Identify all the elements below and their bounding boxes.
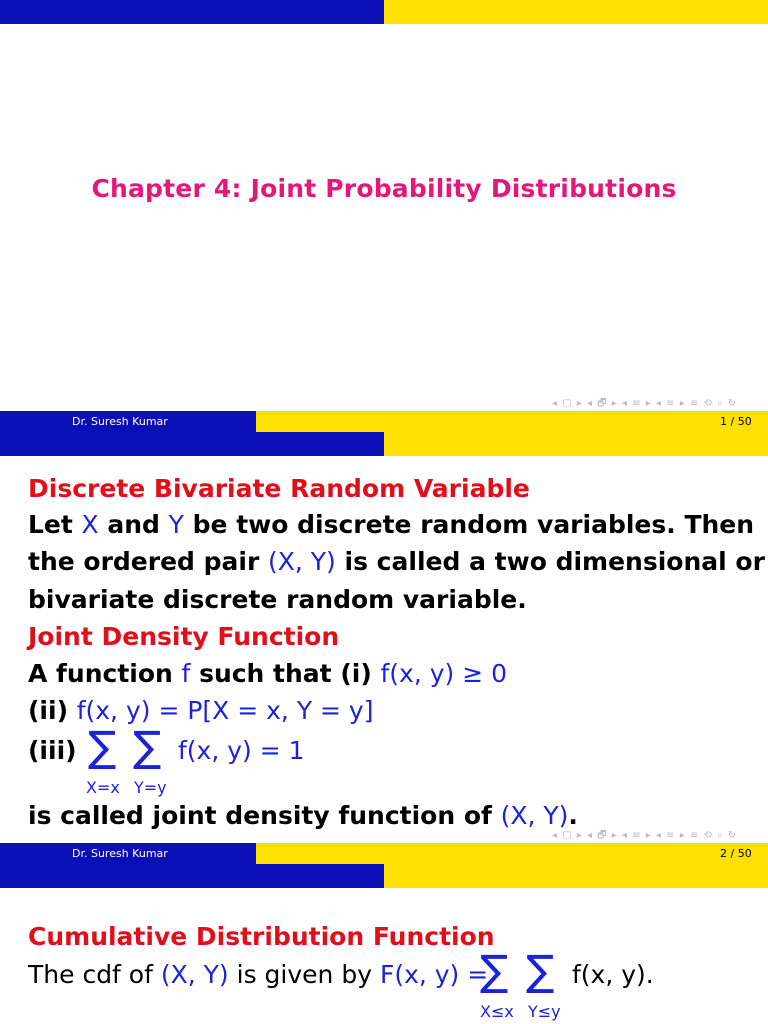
- sigma-sum-x: ∑: [88, 722, 117, 771]
- math-sum-equals-one: f(x, y) = 1: [178, 736, 305, 765]
- paragraph-line-2: [28, 547, 765, 576]
- math-probability: f(x, y) = P[X = x, Y = y]: [76, 696, 374, 725]
- footer-bar-right: [256, 411, 768, 432]
- math-pair-XY-3: (X, Y): [160, 960, 229, 989]
- top-bar-yellow-2: [384, 432, 768, 456]
- subscript-x: X=x: [86, 778, 120, 797]
- condition-2: [28, 696, 373, 725]
- math-F: F(x, y) =: [379, 960, 489, 989]
- text-period: .: [568, 801, 578, 830]
- top-bar-yellow-3: [384, 864, 768, 888]
- text-line1-end: be two discrete random variables. Then: [183, 510, 755, 539]
- math-pair-XY-2: (X, Y): [500, 801, 569, 830]
- conclusion-line: [28, 801, 578, 830]
- text-let: Let: [28, 510, 82, 539]
- sigma-sum-y: ∑: [133, 722, 162, 771]
- condition-3-label: (iii): [28, 736, 77, 765]
- text-ordered-pair: the ordered pair: [28, 547, 269, 576]
- condition-1: [28, 659, 507, 688]
- text-such-that: such that (i): [190, 659, 381, 688]
- text-line2-end: is called a two dimensional or: [335, 547, 765, 576]
- sigma-cdf-y: ∑: [526, 946, 555, 995]
- footer-author-2: Dr. Suresh Kumar: [72, 847, 168, 860]
- top-bar-blue-2: [0, 432, 384, 456]
- top-bar-blue-3: [0, 864, 384, 888]
- heading-joint-density: Joint Density Function: [28, 622, 340, 651]
- footer-author: Dr. Suresh Kumar: [72, 415, 168, 428]
- text-given-by: is given by: [228, 960, 380, 989]
- beamer-nav-controls[interactable]: ◂ ▢ ▸ ◂ 🗗 ▸ ◂ ≡ ▸ ◂ ≡ ▸ ≡ ⟲ ⌕ ↻: [552, 398, 738, 409]
- top-bar-yellow: [384, 0, 768, 24]
- footer-page-number: 1 / 50: [720, 415, 752, 428]
- text-the-cdf: The cdf of: [28, 960, 161, 989]
- paragraph-line-1: [28, 510, 754, 539]
- paragraph-line-3: bivariate discrete random variable.: [28, 585, 527, 614]
- subscript-cdf-y: Y≤y: [528, 1002, 561, 1021]
- subscript-cdf-x: X≤x: [480, 1002, 514, 1021]
- footer-page-number-2: 2 / 50: [720, 847, 752, 860]
- top-bar-blue: [0, 0, 384, 24]
- text-a-function: A function: [28, 659, 182, 688]
- sigma-cdf-x: ∑: [480, 946, 509, 995]
- text-and: and: [98, 510, 169, 539]
- footer-bar-right-2: [256, 843, 768, 864]
- math-Y: Y: [168, 510, 184, 539]
- beamer-nav-controls-2[interactable]: ◂ ▢ ▸ ◂ 🗗 ▸ ◂ ≡ ▸ ◂ ≡ ▸ ≡ ⟲ ⌕ ↻: [552, 830, 738, 841]
- math-nonnegative: f(x, y) ≥ 0: [380, 659, 508, 688]
- math-pair-XY: (X, Y): [268, 547, 336, 576]
- math-f: f: [181, 659, 191, 688]
- cdf-text: [28, 960, 488, 989]
- subscript-y: Y=y: [134, 778, 167, 797]
- slide-title: Chapter 4: Joint Probability Distributions: [91, 174, 677, 203]
- math-X: X: [81, 510, 99, 539]
- text-conclusion: is called joint density function of: [28, 801, 501, 830]
- math-f-cdf: f(x, y).: [572, 960, 654, 989]
- label-ii: (ii): [28, 696, 77, 725]
- heading-discrete-bivariate: Discrete Bivariate Random Variable: [28, 474, 530, 503]
- heading-cdf: Cumulative Distribution Function: [28, 922, 495, 951]
